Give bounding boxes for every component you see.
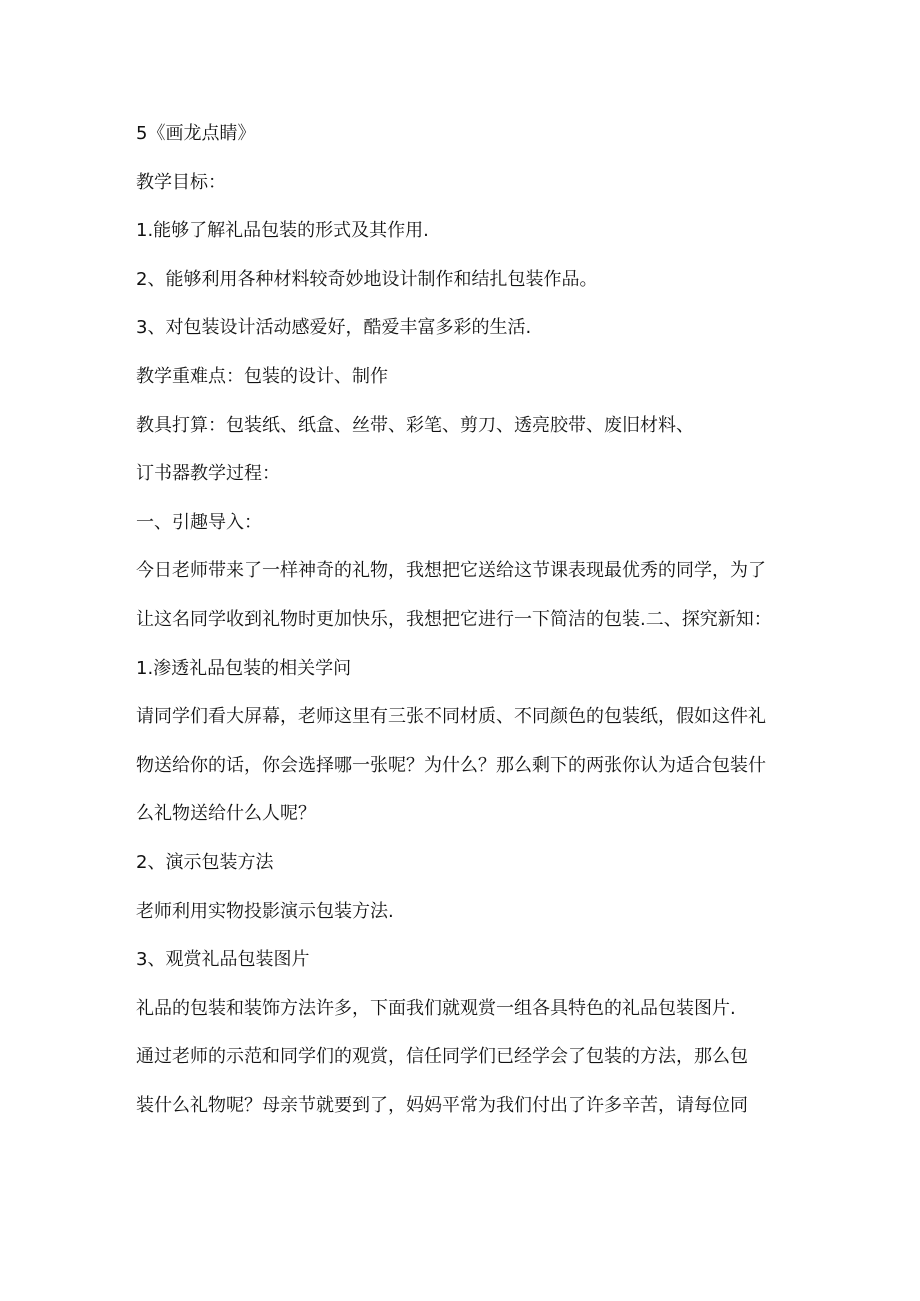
materials-line: 教具打算：包装纸、纸盒、丝带、彩笔、剪刀、透亮胶带、废旧材料、 [136,414,694,436]
objective-item-2: 2、能够利用各种材料较奇妙地设计制作和结扎包装作品。 [136,268,598,290]
paragraph-line: 礼品的包装和装饰方法许多，下面我们就观赏一组各具特色的礼品包装图片. [136,997,736,1019]
materials-continued-line: 订书器教学过程： [136,463,280,485]
paragraph-line: 通过老师的示范和同学们的观赏，信任同学们已经学会了包装的方法，那么包 [136,1046,748,1068]
objective-item-1: 1.能够了解礼品包装的形式及其作用. [136,220,429,242]
paragraph-line: 物送给你的话，你会选择哪一张呢？为什么？那么剩下的两张你认为适合包装什 [136,754,766,776]
lesson-title: 5《画龙点睛》 [136,123,256,144]
paragraph-line: 装什么礼物呢？母亲节就要到了，妈妈平常为我们付出了许多辛苦，请每位同 [136,1094,748,1116]
paragraph-line: 么礼物送给什么人呢？ [136,803,316,825]
section-heading-objectives: 教学目标： [136,171,226,193]
paragraph-line: 让这名同学收到礼物时更加快乐，我想把它进行一下简洁的包装.二、探究新知： [136,608,772,630]
section-heading-intro: 一、引趣导入： [136,511,262,533]
paragraph-line: 老师利用实物投影演示包装方法. [136,900,394,922]
paragraph-line: 请同学们看大屏幕，老师这里有三张不同材质、不同颜色的包装纸，假如这件礼 [136,706,766,728]
key-difficulty-line: 教学重难点：包装的设计、制作 [136,365,388,387]
subsection-heading-3: 3、观赏礼品包装图片 [136,949,310,971]
subsection-heading-2: 2、演示包装方法 [136,851,274,873]
subsection-heading-1: 1.渗透礼品包装的相关学问 [136,657,352,679]
objective-item-3: 3、对包装设计活动感爱好，酷爱丰富多彩的生活. [136,317,532,339]
document-body [136,116,796,1136]
paragraph-line: 今日老师带来了一样神奇的礼物，我想把它送给这节课表现最优秀的同学，为了 [136,560,766,582]
